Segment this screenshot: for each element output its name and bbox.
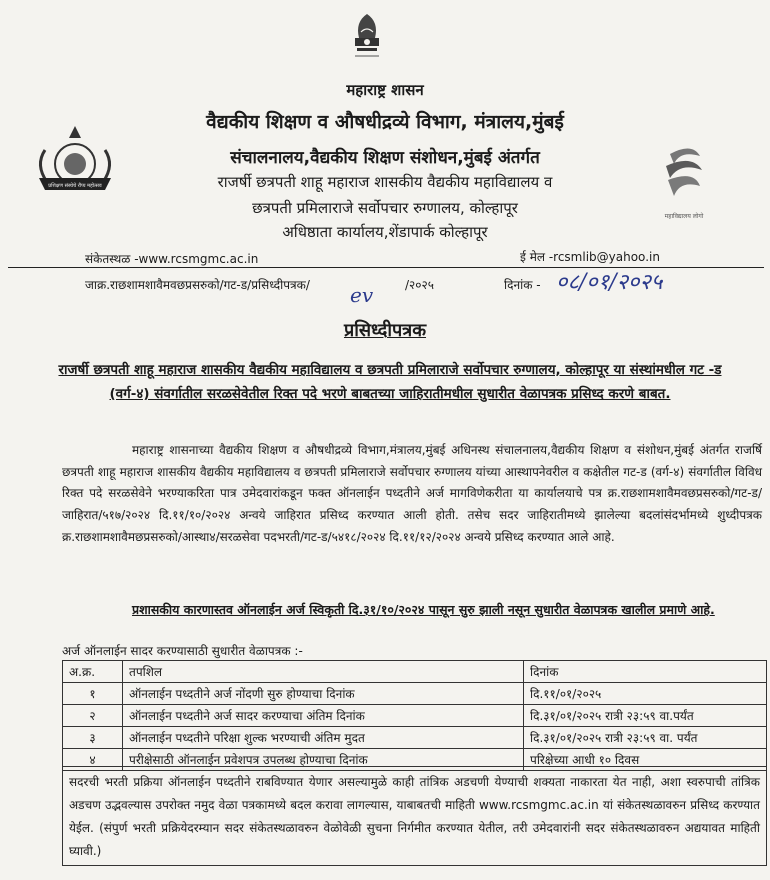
column-header-detail: तपशिल (123, 661, 524, 683)
reference-number: जाक्र.राछशामशावैमवछप्रसरुको/गट-ड/प्रसिध्दीपत्रक/ (85, 278, 310, 292)
schedule-caption: अर्ज ऑनलाईन सादर करण्यासाठी सुधारीत वेळापत्रक :- (62, 644, 303, 658)
row-date: दि.३१/०१/२०२५ रात्री २३:५९ वा. पर्यंत (524, 727, 767, 749)
row-detail: ऑनलाईन पध्दतीने अर्ज नोंदणी सुरु होण्याचा दिनांक (123, 683, 524, 705)
email-line: ई मेल -rcsmlib@yahoo.in (520, 250, 660, 264)
table-row (63, 705, 767, 727)
subject-line: राजर्षी छत्रपती शाहू महाराज शासकीय वैद्यकीय महाविद्यालय व छत्रपती प्रमिलाराजे सर्वोपचार रुग्णालय, कोल्हापूर या संस्थांमधील गट -ड (वर्ग-४) संवर्गातील सरळसेवेतील रिक्त पदे भरणे बाबतच्या जाहिरातीमधील सुधारीत वेळापत्रक प्रसिध्द करणे बाबत. (58, 362, 722, 402)
row-date: दि.११/०१/२०२५ (524, 683, 767, 705)
table-row (63, 727, 767, 749)
right-logo-caption: महाविद्यालय लोगो (664, 213, 704, 220)
handwritten-initials: ev (350, 283, 374, 307)
row-serial: १ (63, 683, 123, 705)
handwritten-date: ०८/०१/२०२५ (556, 270, 663, 295)
state-emblem-icon (345, 8, 389, 78)
government-heading: महाराष्ट्र शासन (346, 81, 424, 99)
college-crest-logo (25, 120, 125, 215)
college-name-line2: छत्रपती प्रमिलाराजे सर्वोपचार रुग्णालय, कोल्हापूर (252, 199, 518, 217)
crest-banner-text: प्रशिक्षण संस्थेचे रौप्य महोत्सव (48, 183, 102, 189)
college-name-line1: राजर्षी छत्रपती शाहू महाराज शासकीय वैद्यकीय महाविद्यालय व (217, 173, 553, 191)
office-line: अधिष्ठाता कार्यालय,शेंडापार्क कोल्हापूर (282, 223, 488, 241)
table-row (63, 683, 767, 705)
column-header-date: दिनांक (524, 661, 767, 683)
column-header-serial: अ.क्र. (63, 661, 123, 683)
row-serial: ३ (63, 727, 123, 749)
revised-schedule-table (62, 660, 767, 771)
row-detail: ऑनलाईन पध्दतीने अर्ज सादर करण्याचा अंतिम दिनांक (123, 705, 524, 727)
directorate-heading: संचालनालय,वैद्यकीय शिक्षण संशोधन,मुंबई अंतर्गत (230, 148, 540, 168)
row-detail: ऑनलाईन पध्दतीने परिक्षा शुल्क भरण्याची अंतिम मुदत (123, 727, 524, 749)
website-line: संकेतस्थळ -www.rcsmgmc.ac.in (85, 252, 259, 266)
revised-schedule-notice: प्रशासकीय कारणास्तव ऑनलाईन अर्ज स्विकृती दि.३१/१०/२०२४ पासून सुरु झाली नसून सुधारीत वेळापत्रक खालील प्रमाणे आहे. (132, 602, 715, 617)
footer-note-box: सदरची भरती प्रक्रिया ऑनलाईन पध्दतीने राबविण्यात येणार असल्यामुळे काही तांत्रिक अडचणी येण्याची शक्यता नाकारता येत नाही, अशा स्वरुपाची तांत्रिक अडचण उद्भवल्यास उपरोक्त नमुद वेळा पत्रकामध्ये बदल करावा लागल्यास, याबाबतची माहिती www.rcsmgmc.ac.in यां संकेतस्थळावरुन प्रसिध्द करण्यात येईल. (संपुर्ण भरती प्रक्रियेदरम्यान सदर संकेतस्थळावरुन वेळोवेळी सुचना निर्गमीत करण्यात येतील, तरी उमेदवारांनी सदर संकेतस्थळावरुन अद्ययावत माहिती घ्यावी.) (62, 766, 767, 866)
row-serial: ४ (63, 749, 123, 771)
date-label: दिनांक - (504, 278, 541, 292)
document-title: प्रसिध्दीपत्रक (343, 320, 427, 341)
reference-year: /२०२५ (405, 278, 435, 292)
department-heading: वैद्यकीय शिक्षण व औषधीद्रव्ये विभाग, मंत्रालय,मुंबई (206, 111, 564, 133)
row-date: परिक्षेच्या आधी १० दिवस (524, 749, 767, 771)
row-serial: २ (63, 705, 123, 727)
row-date: दि.३१/०१/२०२५ रात्री २३:५९ वा.पर्यंत (524, 705, 767, 727)
row-detail: परीक्षेसाठी ऑनलाईन प्रवेशपत्र उपलब्ध होण्याचा दिनांक (123, 749, 524, 771)
college-logo (640, 140, 730, 225)
body-paragraph: महाराष्ट्र शासनाच्या वैद्यकीय शिक्षण व औषधीद्रव्ये विभाग,मंत्रालय,मुंबई अधिनस्थ संचालनालय,वैद्यकीय शिक्षण व संशोधन,मुंबई अंतर्गत राजर्षि छत्रपती शाहू महाराज शासकीय वैद्यकीय महाविद्यालय व छत्रपती प्रमिलाराजे सर्वोपचार रुग्णालय यांच्या आस्थापनेवरील व कक्षेतील गट-ड (वर्ग-४) संवर्गातील विविध रिक्त पदे सरळसेवेने भरण्याकरिता पात्र उमेदवारांकडून फक्त ऑनलाईन पध्दतीने अर्ज मागविणेकरीता या कार्यालयाचे पत्र क्र.राछशामशावैमवछप्रसरुको/गट-ड/जाहिरात/५१७/२०२४ दि.११/१०/२०२४ अन्वये जाहिरात प्रसिध्द करण्यात आली होती. तसेच सदर जाहिरातीमध्ये झालेल्या बदलांसंदर्भामध्ये शुध्दीपत्रक क्र.राछशामशावैमछप्रसरुको/आस्था४/सरळसेवा पदभरती/गट-ड/५४१८/२०२४ दि.११/१२/२०२४ अन्वये प्रसिध्द करण्यात आले आहे. (62, 443, 762, 544)
table-header-row (63, 661, 767, 683)
